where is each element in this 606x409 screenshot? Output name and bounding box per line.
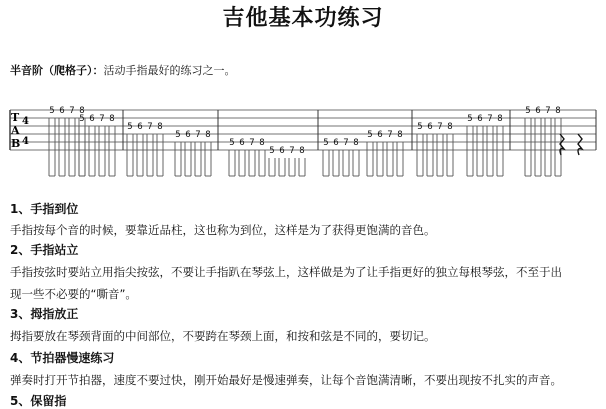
tab-note: 6 <box>137 122 143 132</box>
tab-note: 7 <box>195 130 201 140</box>
tab-note: 6 <box>185 130 191 140</box>
tab-note: 8 <box>205 130 211 140</box>
tab-note: 7 <box>249 138 255 148</box>
tab-note: 6 <box>279 146 285 156</box>
tab-note: 8 <box>397 130 403 140</box>
tab-note: 7 <box>387 130 393 140</box>
time-signature-bottom: 4 <box>22 136 29 147</box>
section-2-heading: 2、手指站立 <box>10 243 79 257</box>
intro-text: 活动手指最好的练习之一。 <box>103 64 236 77</box>
tab-note: 8 <box>259 138 265 148</box>
tab-clef-b: B <box>11 137 21 150</box>
intro-line <box>10 63 236 79</box>
tab-note: 7 <box>69 106 75 116</box>
tab-note: 5 <box>49 106 55 116</box>
tab-note: 8 <box>157 122 163 132</box>
tab-note: 7 <box>289 146 295 156</box>
tab-note: 8 <box>497 114 503 124</box>
rests <box>560 134 582 155</box>
tab-note: 7 <box>437 122 443 132</box>
tab-note: 5 <box>175 130 181 140</box>
tab-note: 5 <box>323 138 329 148</box>
tab-note: 5 <box>417 122 423 132</box>
tab-note: 5 <box>269 146 275 156</box>
section-5-heading: 5、保留指 <box>10 394 67 408</box>
tab-note: 6 <box>377 130 383 140</box>
tab-note: 8 <box>299 146 305 156</box>
tab-note: 7 <box>545 106 551 116</box>
tab-note: 7 <box>343 138 349 148</box>
section-1-heading: 1、手指到位 <box>10 202 79 216</box>
tab-note: 5 <box>79 114 85 124</box>
tab-note: 6 <box>239 138 245 148</box>
tab-note: 7 <box>147 122 153 132</box>
barlines <box>10 110 596 150</box>
tab-note: 7 <box>487 114 493 124</box>
section-4-heading: 4、节拍器慢速练习 <box>10 351 115 365</box>
tab-note: 5 <box>367 130 373 140</box>
intro-label: 半音阶（爬格子）： <box>10 64 104 77</box>
tab-note: 6 <box>89 114 95 124</box>
tab-note: 8 <box>79 106 85 116</box>
tab-note: 8 <box>447 122 453 132</box>
tab-clef-t: T <box>11 111 20 124</box>
tab-note: 5 <box>467 114 473 124</box>
section-1-line-1: 手指按每个音的时候，要靠近品柱，这也称为到位，这样是为了获得更饱满的音色。 <box>10 223 436 237</box>
page-title: 吉他基本功练习 <box>222 5 384 31</box>
tab-note: 6 <box>59 106 65 116</box>
tab-clef-a: A <box>11 124 20 137</box>
tab-note: 8 <box>353 138 359 148</box>
tab-note: 8 <box>109 114 115 124</box>
tab-note: 5 <box>229 138 235 148</box>
guitar-tab-staff <box>0 100 606 180</box>
section-4-line-1: 弹奏时打开节拍器，速度不要过快，刚开始最好是慢速弹奏，让每个音饱满清晰，不要出现按不扎实的声音。 <box>10 373 562 387</box>
tab-note: 5 <box>525 106 531 116</box>
section-3-line-1: 拇指要放在琴颈背面的中间部位，不要跨在琴颈上面，和按和弦是不同的，要切记。 <box>10 329 436 343</box>
section-2-line-1: 手指按弦时要站立用指尖按弦，不要让手指趴在琴弦上，这样做是为了让手指更好的独立每根琴弦，不至于出 <box>10 265 562 279</box>
tab-note: 8 <box>555 106 561 116</box>
time-signature-top: 4 <box>22 116 29 127</box>
tab-note: 5 <box>127 122 133 132</box>
tab-notes <box>49 106 561 176</box>
staff-lines <box>10 110 596 150</box>
tab-note: 7 <box>99 114 105 124</box>
tab-note: 6 <box>427 122 433 132</box>
quarter-rest-2 <box>578 134 582 155</box>
tab-note: 6 <box>477 114 483 124</box>
tab-note: 6 <box>333 138 339 148</box>
section-2-line-2: 现一些不必要的“嘶音”。 <box>10 287 137 301</box>
tab-note: 6 <box>535 106 541 116</box>
section-3-heading: 3、拇指放正 <box>10 307 79 321</box>
